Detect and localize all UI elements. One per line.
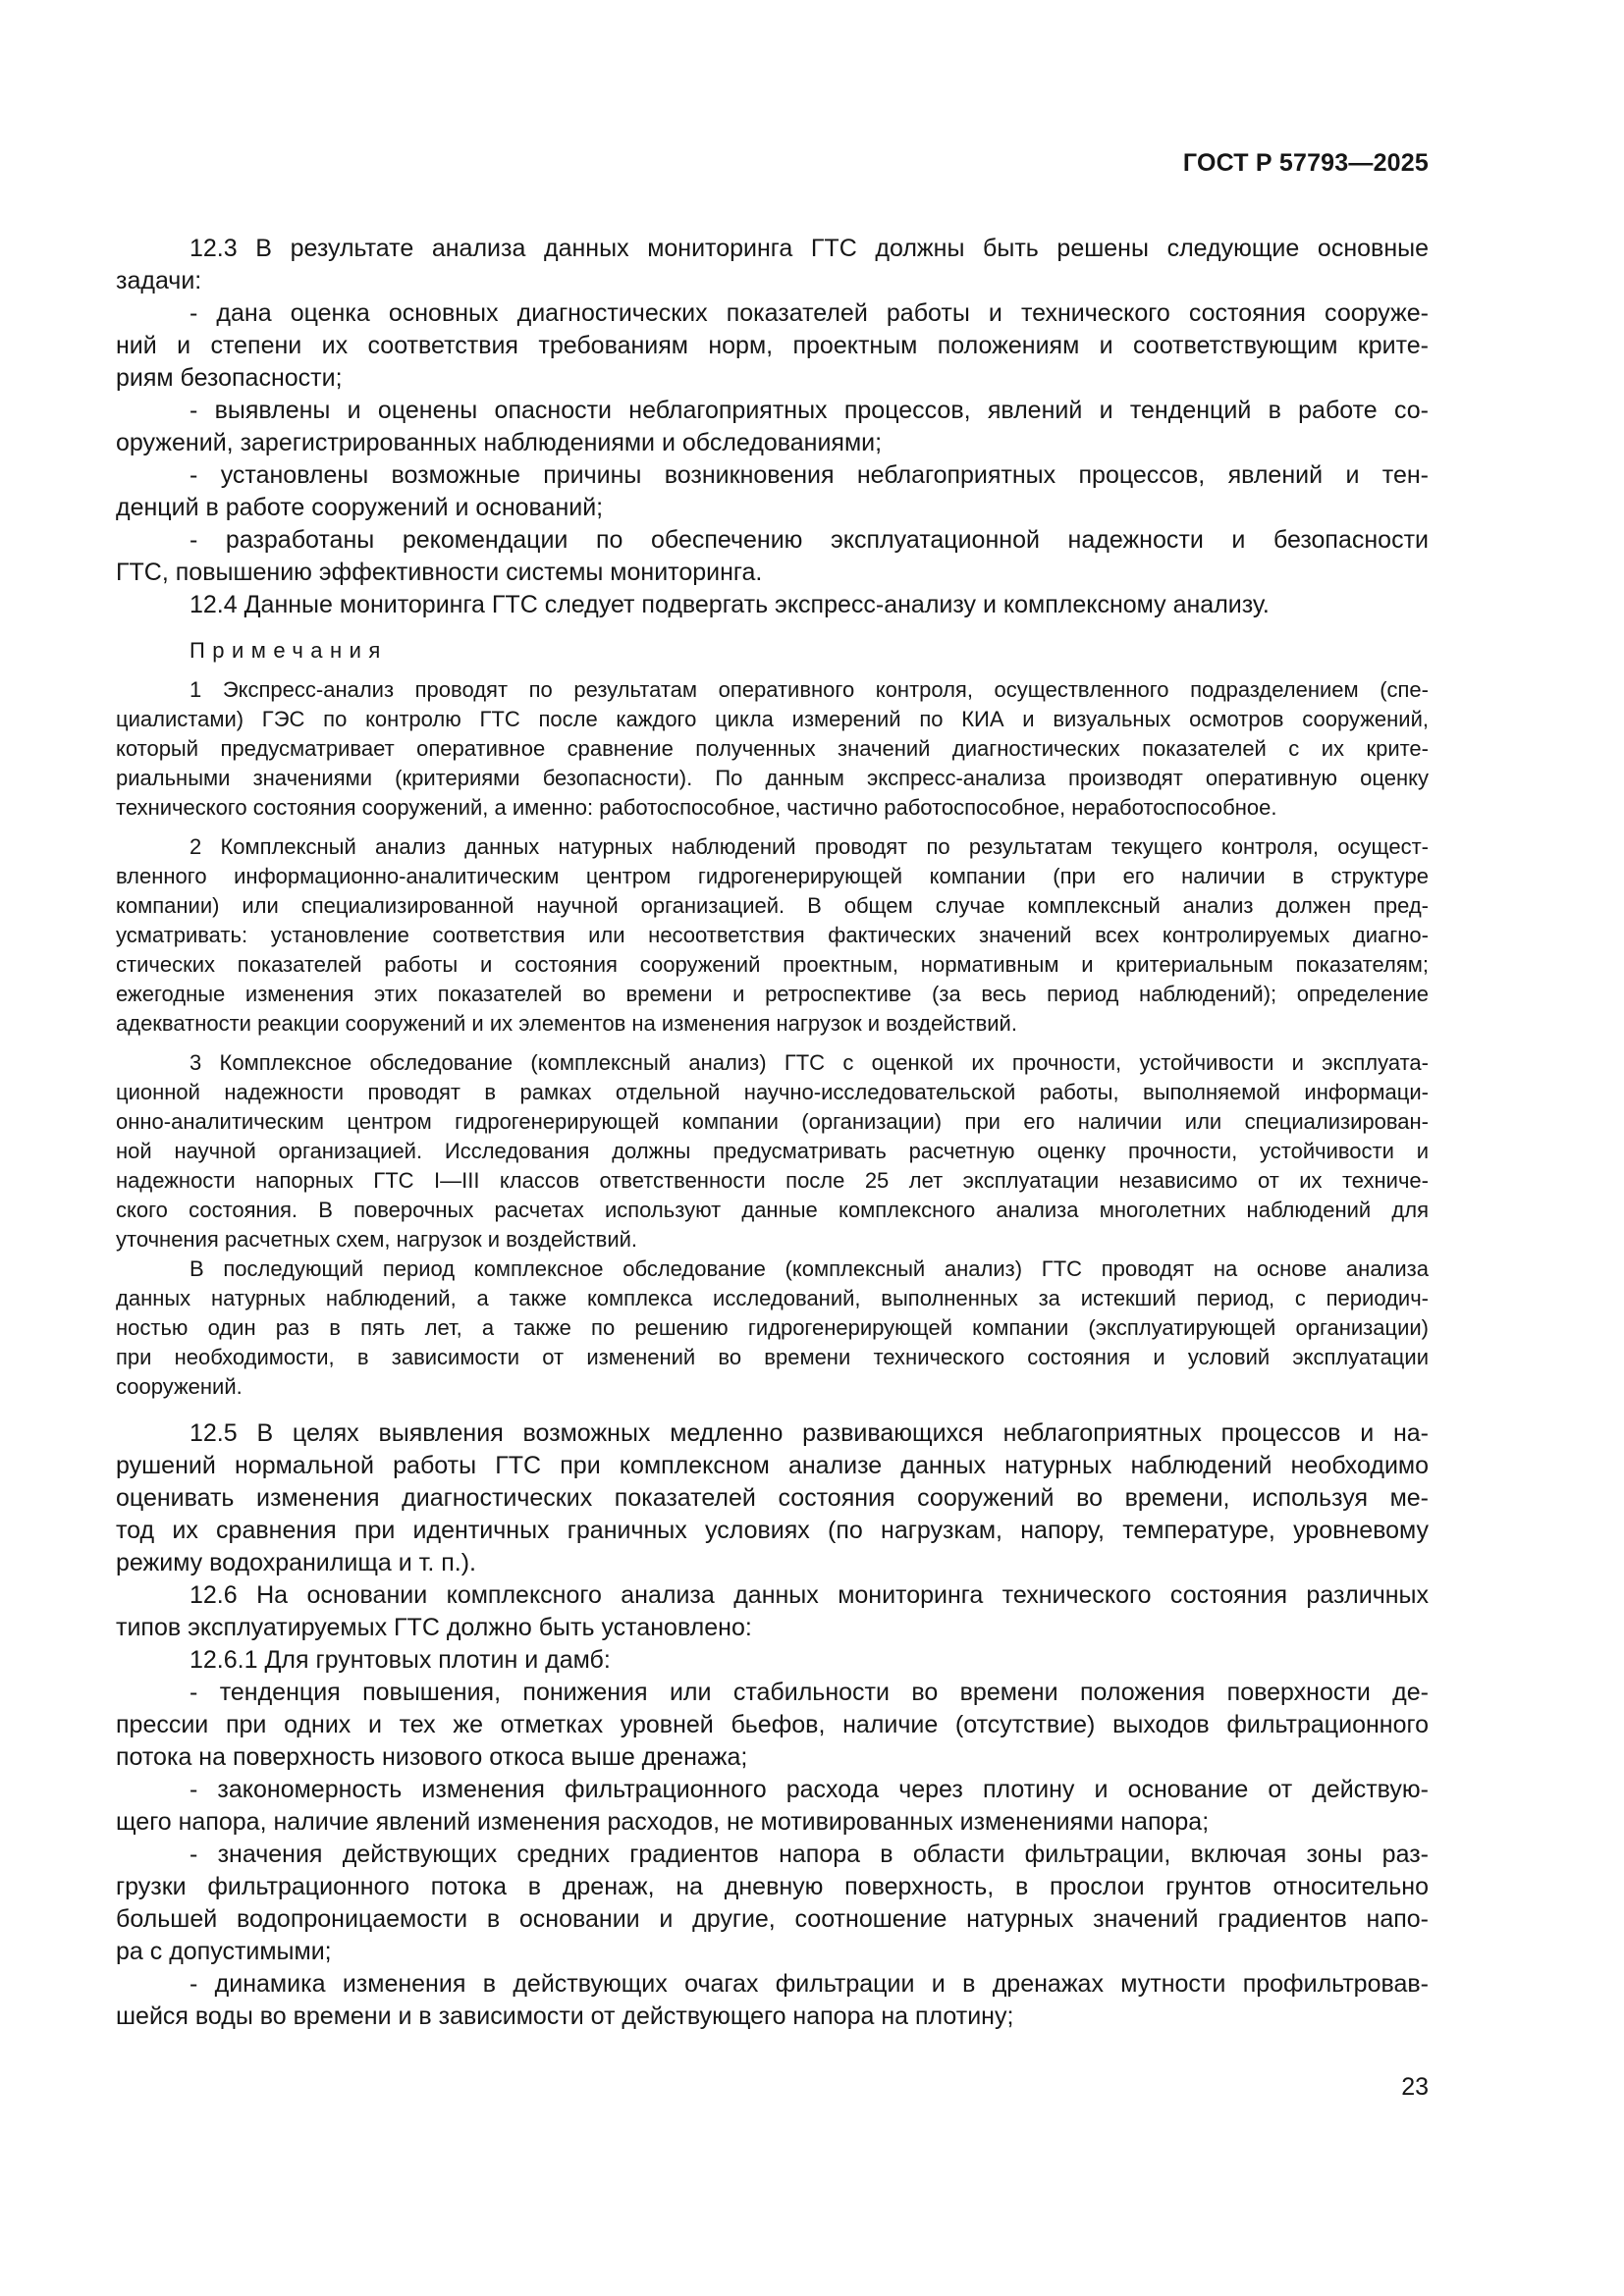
text-line: адекватности реакции сооружений и их элементов на изменения нагрузок и воздействий.	[116, 1011, 1017, 1036]
text-line: технического состояния сооружений, а именно: работоспособное, частично работоспособное, неработоспособное.	[116, 795, 1277, 820]
text-line: ционной надежности проводят в рамках отдельной научно-исследовательской работы, выполняемой информаци-	[116, 1080, 1429, 1104]
text-line: задачи:	[116, 267, 202, 294]
paragraph	[116, 1417, 1429, 1579]
paragraph	[116, 1644, 1429, 1677]
text-line: - выявлены и оценены опасности неблагоприятных процессов, явлений и тенденций в работе со-	[189, 397, 1429, 424]
text-line: - разработаны рекомендации по обеспечению эксплуатационной надежности и безопасности	[189, 526, 1429, 554]
text-line: шейся воды во времени и в зависимости от действующего напора на плотину;	[116, 2002, 1014, 2030]
text-line: при необходимости, в зависимости от изменений во времени технического состояния и условий эксплуатации	[116, 1345, 1429, 1369]
text-line: прессии при одних и тех же отметках уровней бьефов, наличие (отсутствие) выходов фильтрационного	[116, 1711, 1429, 1738]
text-line: грузки фильтрационного потока в дренаж, на дневную поверхность, в прослои грунтов относительно	[116, 1873, 1429, 1900]
page-number: 23	[1401, 2073, 1429, 2101]
list-item	[116, 297, 1429, 395]
text-line: 3 Комплексное обследование (комплексный анализ) ГТС с оценкой их прочности, устойчивости и эксплуата-	[189, 1050, 1429, 1075]
text-line: щего напора, наличие явлений изменения расходов, не мотивированных изменениями напора;	[116, 1808, 1210, 1836]
list-item	[116, 1774, 1429, 1839]
text-line: риальными значениями (критериями безопасности). По данным экспресс-анализа производят оперативную оценку	[116, 766, 1429, 790]
list-item	[116, 459, 1429, 524]
text-line: вленного информационно-аналитическим центром гидрогенерирующей компании (при его наличии в структуре	[116, 864, 1429, 888]
list-item	[116, 395, 1429, 459]
text-line: уточнения расчетных схем, нагрузок и воздействий.	[116, 1227, 638, 1252]
text-line: - значения действующих средних градиентов напора в области фильтрации, включая зоны раз-	[189, 1841, 1429, 1868]
note-paragraph	[116, 1255, 1429, 1402]
text-line: большей водопроницаемости в основании и другие, соотношение натурных значений градиентов напо-	[116, 1905, 1429, 1933]
document-body	[116, 233, 1429, 2033]
text-line: 12.4 Данные мониторинга ГТС следует подвергать экспресс-анализу и комплексному анализу.	[189, 591, 1270, 618]
text-line: 12.6 На основании комплексного анализа данных мониторинга технического состояния различных	[189, 1581, 1429, 1609]
text-line: типов эксплуатируемых ГТС должно быть установлено:	[116, 1614, 752, 1641]
text-line: тод их сравнения при идентичных граничных условиях (по нагрузкам, напору, температуре, уровневому	[116, 1517, 1429, 1544]
list-item	[116, 524, 1429, 589]
text-line: сооружений.	[116, 1374, 243, 1399]
text-line: денций в работе сооружений и оснований;	[116, 494, 604, 521]
note	[116, 675, 1429, 823]
text-line: 2 Комплексный анализ данных натурных наблюдений проводят по результатам текущего контроля, осущест-	[189, 834, 1429, 859]
list-item	[116, 1839, 1429, 1968]
text-line: надежности напорных ГТС I—III классов ответственности после 25 лет эксплуатации независимо от их техниче-	[116, 1168, 1429, 1193]
note	[116, 832, 1429, 1039]
paragraph	[116, 233, 1429, 297]
text-line: потока на поверхность низового откоса выше дренажа;	[116, 1743, 748, 1771]
standard-number-header: ГОСТ Р 57793—2025	[1182, 149, 1429, 177]
text-line: рушений нормальной работы ГТС при комплексном анализе данных натурных наблюдений необходимо	[116, 1452, 1429, 1479]
text-line: циалистами) ГЭС по контролю ГТС после каждого цикла измерений по КИА и визуальных осмотров сооружений,	[116, 707, 1429, 731]
text-line: оружений, зарегистрированных наблюдениями и обследованиями;	[116, 429, 883, 456]
text-line: 12.5 В целях выявления возможных медленно развивающихся неблагоприятных процессов и на-	[189, 1419, 1429, 1447]
paragraph	[116, 589, 1429, 621]
text-line: ний и степени их соответствия требованиям норм, проектным положениям и соответствующим крите-	[116, 332, 1429, 359]
list-item	[116, 1677, 1429, 1774]
text-line: оценивать изменения диагностических показателей состояния сооружений во времени, используя ме-	[116, 1484, 1429, 1512]
text-line: 12.3 В результате анализа данных мониторинга ГТС должны быть решены следующие основные	[189, 235, 1429, 262]
list-item	[116, 1968, 1429, 2033]
text-line: компании) или специализированной научной организацией. В общем случае комплексный анализ должен пред-	[116, 893, 1429, 918]
text-line: 12.6.1 Для грунтовых плотин и дамб:	[189, 1646, 611, 1674]
text-line: ского состояния. В поверочных расчетах используют данные комплексного анализа многолетних наблюдений для	[116, 1198, 1429, 1222]
text-line: В последующий период комплексное обследование (комплексный анализ) ГТС проводят на основе анализа	[189, 1256, 1429, 1281]
paragraph	[116, 1579, 1429, 1644]
text-line: который предусматривает оперативное сравнение полученных значений диагностических показателей с их крите-	[116, 736, 1429, 761]
text-line: ра с допустимыми;	[116, 1938, 332, 1965]
note	[116, 1048, 1429, 1255]
text-line: онно-аналитическим центром гидрогенерирующей компании (организации) при его наличии или специализирован-	[116, 1109, 1429, 1134]
text-line: стических показателей работы и состояния сооружений проектным, нормативным и критериальным показателям;	[116, 952, 1429, 977]
text-line: риям безопасности;	[116, 364, 343, 392]
text-line: ной научной организацией. Исследования должны предусматривать расчетную оценку прочности, устойчивости и	[116, 1139, 1429, 1163]
text-line: ностью один раз в пять лет, а также по решению гидрогенерирующей компании (эксплуатирующей организации)	[116, 1315, 1429, 1340]
text-line: ГТС, повышению эффективности системы мониторинга.	[116, 559, 763, 586]
text-line: - дана оценка основных диагностических показателей работы и технического состояния сооруже-	[189, 299, 1429, 327]
text-line: режиму водохранилища и т. п.).	[116, 1549, 476, 1576]
text-line: - динамика изменения в действующих очагах фильтрации и в дренажах мутности профильтровав-	[189, 1970, 1429, 1998]
text-line: усматривать: установление соответствия или несоответствия фактических значений всех контролируемых диагно-	[116, 923, 1429, 947]
text-line: - закономерность изменения фильтрационного расхода через плотину и основание от действую-	[189, 1776, 1429, 1803]
text-line: ежегодные изменения этих показателей во времени и ретроспективе (за весь период наблюдений); определение	[116, 982, 1429, 1006]
text-line: данных натурных наблюдений, а также комплекса исследований, выполненных за истекший период, с периодич-	[116, 1286, 1429, 1310]
notes-heading: Примечания	[189, 638, 388, 663]
text-line: - установлены возможные причины возникновения неблагоприятных процессов, явлений и тен-	[189, 461, 1429, 489]
text-line: - тенденция повышения, понижения или стабильности во времени положения поверхности де-	[189, 1679, 1429, 1706]
text-line: 1 Экспресс-анализ проводят по результатам оперативного контроля, осуществленного подразделением (спе-	[189, 677, 1429, 702]
